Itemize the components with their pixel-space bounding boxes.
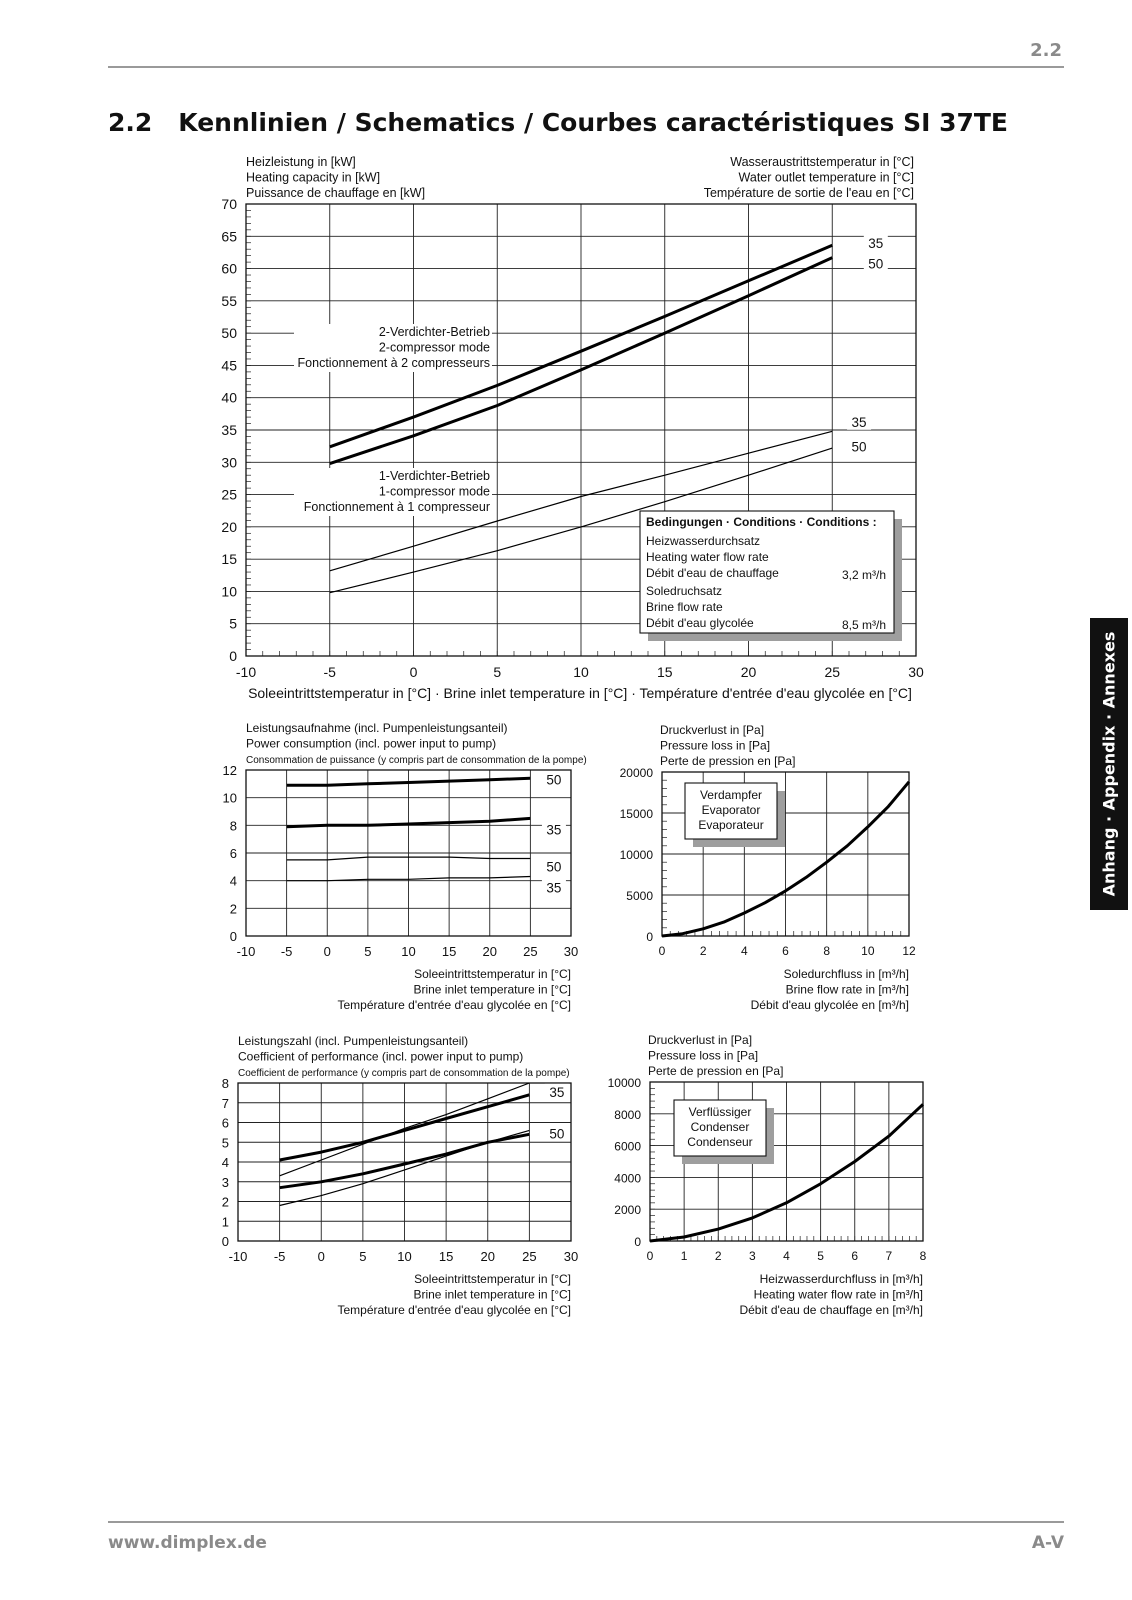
series-label: 35	[546, 822, 562, 838]
x-axis-title: Brine inlet temperature in [°C]	[413, 1287, 571, 1302]
y-axis-title: Coefficient of performance (incl. power input to pump)	[238, 1049, 524, 1064]
mode-annotation: 2-Verdichter-Betrieb	[378, 325, 490, 339]
y-tick-label: 2	[221, 1194, 229, 1210]
x-tick-label: 8	[823, 944, 831, 958]
x-tick-label: 25	[522, 1249, 537, 1264]
y-tick-label: 0	[229, 648, 237, 664]
x-tick-label: 30	[563, 944, 579, 959]
x-tick-label: 20	[740, 664, 757, 680]
x-tick-label: 12	[902, 944, 916, 958]
x-axis-title: Débit d'eau de chauffage en [m³/h]	[739, 1303, 923, 1317]
x-tick-label: 10	[397, 1249, 412, 1264]
y-tick-label: 40	[221, 389, 237, 406]
y-tick-label: 50	[221, 325, 237, 342]
label-box-text: Evaporateur	[698, 818, 764, 832]
side-tab-label: Anhang · Appendix · Annexes	[1099, 631, 1119, 897]
y-axis-title: Perte de pression en [Pa]	[648, 1064, 784, 1078]
x-tick-label: 0	[409, 664, 418, 680]
x-axis-title: Heizwasserdurchfluss in [m³/h]	[759, 1272, 923, 1286]
label-box-text: Condenseur	[687, 1135, 753, 1149]
x-tick-label: -5	[280, 944, 293, 959]
y-tick-label: 10	[222, 790, 237, 806]
y-tick-label: 0	[646, 930, 653, 944]
y-tick-label: 15	[221, 551, 237, 568]
conditions-row-label: Débit d'eau de chauffage	[646, 566, 779, 580]
y-axis-title: Puissance de chauffage en [kW]	[246, 186, 426, 200]
x-axis-title: Température d'entrée d'eau glycolée en [°C]	[337, 1303, 571, 1317]
x-tick-label: 10	[861, 944, 875, 958]
x-tick-label: 1	[680, 1249, 688, 1263]
x-tick-label: 7	[885, 1249, 893, 1263]
x-tick-label: 5	[493, 664, 502, 680]
x-axis-title: Brine flow rate in [m³/h]	[785, 982, 909, 997]
y-axis-title: Pressure loss in [Pa]	[648, 1048, 759, 1063]
legend-title: Water outlet temperature in [°C]	[738, 170, 914, 185]
x-tick-label: 2	[714, 1249, 722, 1263]
mode-annotation: 2-compressor mode	[378, 340, 490, 355]
y-tick-label: 35	[221, 422, 237, 438]
y-tick-label: 5000	[626, 889, 653, 903]
x-axis-title: Heating water flow rate in [m³/h]	[753, 1287, 923, 1302]
x-tick-label: 30	[563, 1249, 579, 1264]
x-tick-label: 5	[359, 1249, 367, 1264]
conditions-row-value: 8,5 m³/h	[841, 618, 886, 632]
y-tick-label: 10	[221, 583, 237, 600]
y-tick-label: 12	[222, 763, 237, 778]
conditions-row-label: Soledruchsatz	[646, 584, 723, 598]
x-tick-label: 20	[480, 1249, 495, 1264]
x-tick-label: 4	[783, 1249, 790, 1263]
x-tick-label: -10	[228, 1249, 248, 1264]
y-tick-label: 2	[229, 901, 237, 917]
y-axis-title: Consommation de puissance (y compris part de consommation de la pompe)	[246, 755, 587, 766]
y-tick-label: 20	[221, 518, 237, 535]
title-text: Kennlinien / Schematics / Courbes caractéristiques SI 37TE	[178, 108, 1008, 137]
y-tick-label: 5	[221, 1135, 229, 1151]
x-tick-label: 15	[441, 944, 457, 959]
y-tick-label: 65	[221, 228, 237, 245]
label-box-text: Condenser	[690, 1120, 750, 1134]
x-tick-label: 0	[646, 1249, 654, 1263]
y-tick-label: 0	[229, 929, 237, 944]
mode-annotation: Fonctionnement à 1 compresseur	[303, 500, 490, 514]
series-label: 50	[549, 1126, 565, 1142]
y-axis-title: Druckverlust in [Pa]	[648, 1033, 753, 1047]
y-tick-label: 8	[229, 818, 237, 834]
section-number: 2.2	[1030, 40, 1062, 61]
x-tick-label: -5	[323, 664, 336, 680]
y-tick-label: 20000	[619, 766, 653, 780]
x-tick-label: -10	[235, 664, 257, 680]
y-tick-label: 10000	[619, 848, 653, 862]
x-axis-title: Température d'entrée d'eau glycolée en [°C]	[337, 998, 571, 1012]
x-axis-title: Soledurchfluss in [m³/h]	[783, 967, 909, 981]
y-tick-label: 4000	[614, 1171, 641, 1186]
x-axis-title: Soleeintrittstemperatur in [°C]	[414, 1272, 571, 1286]
y-tick-label: 2000	[614, 1203, 641, 1218]
legend-title: Température de sortie de l'eau en [°C]	[703, 186, 914, 200]
footer-page-number: A-V	[1031, 1533, 1064, 1553]
series-label: 50	[851, 439, 867, 455]
series-label: 50	[546, 859, 562, 875]
y-tick-label: 8000	[614, 1107, 641, 1122]
x-tick-label: 15	[438, 1249, 454, 1264]
y-tick-label: 25	[221, 486, 237, 503]
x-tick-label: 20	[482, 944, 497, 959]
y-tick-label: 15000	[619, 807, 653, 821]
x-tick-label: 5	[817, 1249, 824, 1263]
x-tick-label: 6	[782, 944, 789, 958]
x-tick-label: 25	[523, 944, 538, 959]
x-axis-title: Brine inlet temperature in [°C]	[413, 982, 571, 997]
y-tick-label: 1	[221, 1214, 229, 1230]
x-tick-label: 0	[323, 944, 331, 959]
series-label: 35	[868, 235, 884, 251]
y-tick-label: 10000	[607, 1076, 641, 1090]
y-axis-title: Pressure loss in [Pa]	[660, 738, 771, 753]
x-tick-label: 6	[851, 1249, 859, 1263]
series-label: 50	[546, 772, 562, 788]
series-label: 35	[546, 880, 562, 896]
x-axis-title: Soleeintrittstemperatur in [°C]	[414, 967, 571, 981]
x-tick-label: 10	[401, 944, 416, 959]
x-tick-label: 10	[573, 664, 589, 680]
mode-annotation: 1-compressor mode	[378, 484, 490, 499]
y-tick-label: 5	[229, 615, 237, 632]
conditions-row-value: 3,2 m³/h	[841, 568, 886, 582]
y-tick-label: 6	[229, 846, 237, 861]
x-tick-label: 15	[656, 664, 673, 680]
series-label: 50	[868, 256, 884, 272]
y-axis-title: Perte de pression en [Pa]	[660, 754, 796, 768]
conditions-row-label: Heating water flow rate	[646, 550, 769, 564]
series-label: 35	[549, 1084, 565, 1100]
x-tick-label: 2	[699, 944, 707, 958]
x-axis-title: Soleeintrittstemperatur in [°C] · Brine inlet temperature in [°C] · Température d'entrée d'eau glycolée en [°C]	[248, 685, 912, 701]
x-tick-label: -5	[273, 1249, 286, 1264]
conditions-row-label: Brine flow rate	[646, 600, 723, 614]
x-tick-label: -10	[236, 944, 256, 959]
mode-annotation: 1-Verdichter-Betrieb	[378, 469, 490, 483]
y-axis-title: Heizleistung in [kW]	[246, 155, 356, 169]
chart-power	[223, 721, 587, 1012]
y-axis-title: Leistungsaufnahme (incl. Pumpenleistungsanteil)	[246, 721, 508, 735]
x-tick-label: 3	[749, 1249, 756, 1263]
y-tick-label: 45	[221, 357, 237, 374]
series-label: 35	[851, 414, 867, 430]
conditions-row-label: Heizwasserdurchsatz	[646, 534, 761, 548]
y-axis-title: Druckverlust in [Pa]	[660, 723, 765, 737]
y-tick-label: 70	[221, 196, 237, 212]
y-axis-title: Heating capacity in [kW]	[246, 170, 381, 185]
y-tick-label: 7	[221, 1095, 229, 1111]
y-tick-label: 6	[221, 1115, 229, 1131]
y-axis-title: Leistungszahl (incl. Pumpenleistungsanteil)	[238, 1034, 469, 1048]
conditions-title: Bedingungen · Conditions · Conditions :	[646, 515, 877, 529]
y-tick-label: 30	[221, 454, 237, 471]
label-box-text: Evaporator	[701, 803, 761, 817]
label-box-text: Verdampfer	[699, 788, 763, 802]
chart-cop	[222, 1034, 578, 1317]
y-tick-label: 55	[221, 292, 237, 309]
x-axis-title: Débit d'eau glycolée en [m³/h]	[750, 998, 909, 1012]
y-tick-label: 3	[221, 1174, 229, 1190]
x-tick-label: 8	[919, 1249, 927, 1263]
x-tick-label: 4	[740, 944, 748, 958]
y-tick-label: 6000	[614, 1139, 641, 1154]
label-box-text: Verflüssiger	[688, 1105, 752, 1119]
x-tick-label: 0	[658, 944, 666, 958]
mode-annotation: Fonctionnement à 2 compresseurs	[297, 356, 490, 370]
y-tick-label: 4	[229, 873, 237, 889]
y-tick-label: 0	[221, 1234, 229, 1249]
chart-heating	[221, 155, 924, 701]
y-axis-title: Coefficient de performance (y compris part de consommation de la pompe)	[238, 1068, 570, 1079]
y-axis-title: Power consumption (incl. power input to pump)	[246, 736, 497, 751]
chart-condenser	[608, 1033, 927, 1317]
x-tick-label: 25	[824, 664, 841, 680]
legend-title: Wasseraustrittstemperatur in [°C]	[730, 155, 914, 169]
title-number: 2.2	[108, 108, 153, 137]
x-tick-label: 5	[364, 944, 372, 959]
y-tick-label: 4	[221, 1155, 229, 1170]
y-tick-label: 8	[221, 1076, 229, 1091]
chart-evaporator	[620, 723, 916, 1012]
x-tick-label: 30	[908, 664, 924, 680]
y-tick-label: 0	[634, 1235, 641, 1249]
footer-website[interactable]: www.dimplex.de	[108, 1533, 267, 1553]
conditions-row-label: Débit d'eau glycolée	[646, 616, 754, 630]
x-tick-label: 0	[317, 1249, 325, 1264]
y-tick-label: 60	[221, 260, 237, 277]
